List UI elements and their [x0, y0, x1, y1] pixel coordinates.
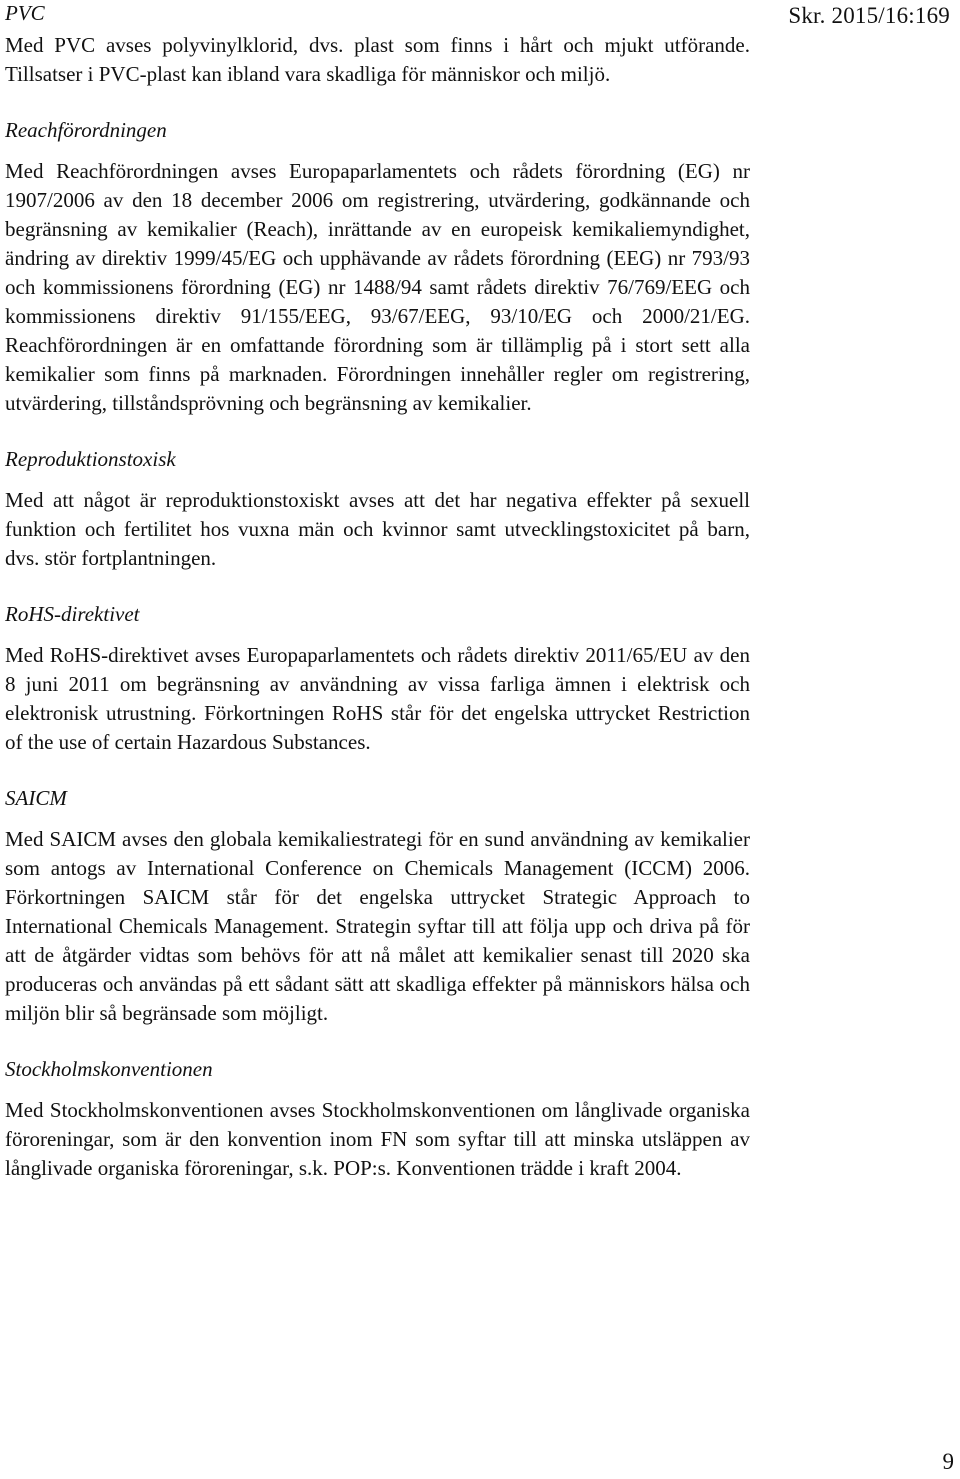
section-title: Reproduktionstoxisk — [5, 447, 176, 471]
section-pvc — [5, 0, 750, 89]
section-rohs-direktivet — [5, 600, 750, 757]
section-reproduktionstoxisk — [5, 445, 750, 573]
section-title: PVC — [5, 1, 45, 25]
section-title: RoHS-direktivet — [5, 602, 140, 626]
section-stockholmskonventionen — [5, 1055, 750, 1183]
section-reachforordningen — [5, 116, 750, 418]
section-text: Med PVC avses polyvinylklorid, dvs. plast som finns i hårt och mjukt utförande. Tillsatser i PVC-plast kan ibland vara skadliga för människor och miljö. — [5, 33, 750, 86]
document-body — [5, 0, 750, 1210]
section-text: Med att något är reproduktionstoxiskt avses att det har negativa effekter på sexuell funktion och fertilitet hos vuxna män och kvinnor samt utvecklingstoxicitet på barn, dvs. stör fortplantningen. — [5, 488, 750, 570]
section-title: SAICM — [5, 786, 67, 810]
section-text: Med Reachförordningen avses Europaparlamentets och rådets förordning (EG) nr 1907/2006 av den 18 december 2006 om registrering, utvärdering, godkännande och begränsning av kemikalier (Reach), inrättande av en europeisk kemikaliemyndighet, ändring av direktiv 1999/45/EG och upphävande av rådets förordning (EEG) nr 793/93 och kommissionens förordning (EG) nr 1488/94 samt rådets direktiv 76/769/EEG och kommissionens direktiv 91/155/EEG, 93/67/EEG, 93/10/EG och 2000/21/EG. Reachförordningen är en omfattande förordning som är tillämplig på i stort sett alla kemikalier som finns på marknaden. Förordningen innehåller regler om registrering, utvärdering, tillståndsprövning och begränsning av kemikalier. — [5, 159, 750, 415]
section-saicm — [5, 784, 750, 1028]
section-title: Stockholmskonventionen — [5, 1057, 213, 1081]
page-number: 9 — [942, 1449, 954, 1474]
section-text: Med Stockholmskonventionen avses Stockholmskonventionen om långlivade organiska föroreningar, som är den konvention inom FN som syftar till att minska utsläppen av långlivade organiska föroreningar, s.k. POP:s. Konventionen trädde i kraft 2004. — [5, 1098, 750, 1180]
document-reference: Skr. 2015/16:169 — [788, 3, 950, 28]
section-title: Reachförordningen — [5, 118, 167, 142]
section-text: Med SAICM avses den globala kemikaliestrategi för en sund användning av kemikalier som antogs av International Conference on Chemicals Management (ICCM) 2006. Förkortningen SAICM står för det engelska uttrycket Strategic Approach to International Chemicals Management. Strategin syftar till att följa upp och driva på för att de åtgärder vidtas som behövs för att nå målet att kemikalier senast till 2020 ska produceras och användas på ett sådant sätt att skadliga effekter på människors hälsa och miljön blir så begränsade som möjligt. — [5, 827, 750, 1025]
section-text: Med RoHS-direktivet avses Europaparlamentets och rådets direktiv 2011/65/EU av den 8 juni 2011 om begränsning av användning av vissa farliga ämnen i elektrisk och elektronisk utrustning. Förkortningen RoHS står för det engelska uttrycket Restriction of the use of certain Hazardous Substances. — [5, 643, 750, 754]
